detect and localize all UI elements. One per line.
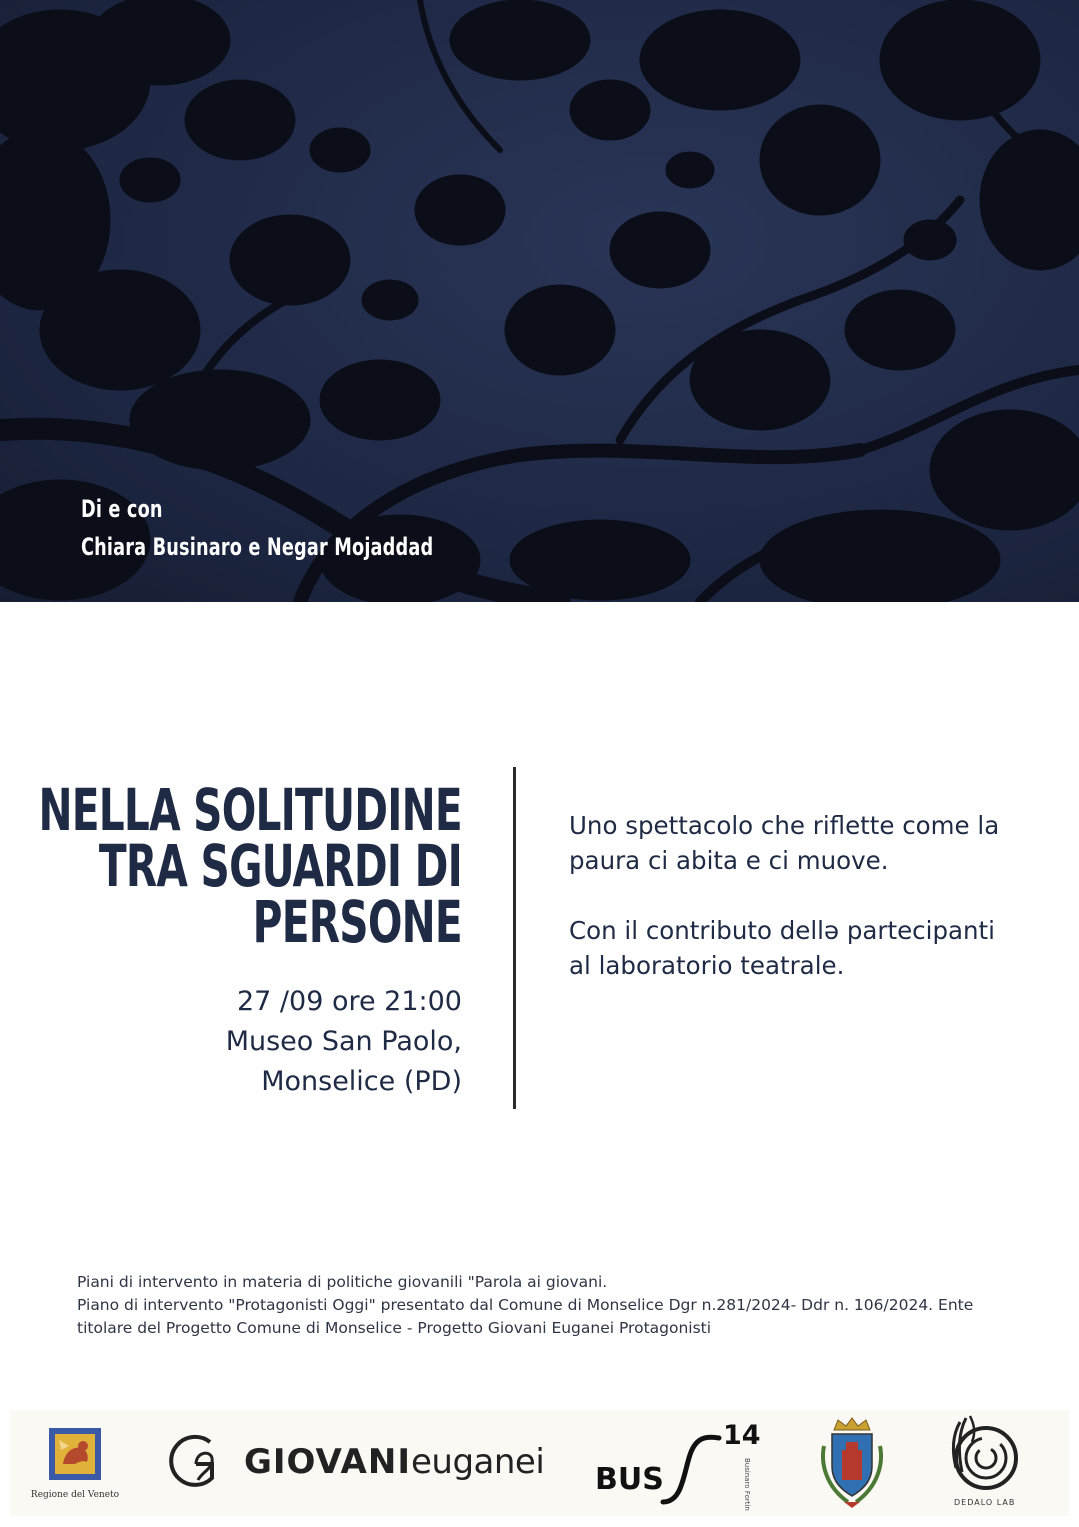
labyrinth-icon — [940, 1412, 1026, 1498]
giovani-euganei-wordmark — [244, 1442, 544, 1482]
credits-intro: Di e con — [81, 495, 163, 523]
giovani-euganei-logo — [162, 1428, 545, 1498]
regione-veneto-logo — [30, 1424, 120, 1506]
bus-word: BUS — [595, 1462, 664, 1497]
vertical-divider — [513, 767, 516, 1109]
sponsor-logo-bar — [10, 1410, 1069, 1516]
coat-of-arms-icon — [818, 1416, 886, 1510]
bus-number: 14 — [723, 1420, 761, 1451]
funding-line: Piani di intervento in materia di politiche giovanili "Parola ai giovani. — [77, 1273, 608, 1291]
event-city: Monselice (PD) — [261, 1066, 462, 1097]
credits-names: Chiara Businaro e Negar Mojaddad — [81, 533, 434, 561]
hero-photo — [0, 0, 1079, 602]
bus-subtitle: Businaro Fortin — [743, 1458, 751, 1511]
event-title-line: PERSONE — [252, 888, 462, 956]
event-title-line: TRA SGUARDI DI — [98, 832, 462, 900]
dedalo-lab-logo — [940, 1412, 1026, 1512]
dedalo-caption: DEDALO LAB — [954, 1498, 1016, 1507]
title-block — [0, 776, 462, 956]
funding-line: titolare del Progetto Comune di Monselice - Progetto Giovani Euganei Protagonisti — [77, 1319, 712, 1337]
credits — [81, 490, 433, 566]
euganei-word: euganei — [410, 1442, 545, 1482]
event-description — [569, 808, 1019, 1018]
monselice-coat-of-arms — [818, 1416, 886, 1510]
event-info — [226, 982, 462, 1102]
event-title — [38, 776, 462, 956]
event-title-line: NELLA SOLITUDINE — [38, 776, 462, 844]
funding-line: Piano di intervento "Protagonisti Oggi" presentato dal Comune di Monselice Dgr n.281/2024- Ddr n. 106/2024. Ente — [77, 1296, 974, 1314]
bus14-logo — [595, 1418, 775, 1511]
funding-notes — [77, 1271, 1017, 1340]
event-venue: Museo San Paolo, — [225, 1026, 462, 1057]
regione-caption: Regione del Veneto — [30, 1490, 120, 1500]
giovani-word: GIOVANI — [244, 1442, 411, 1482]
ge-monogram-icon — [162, 1428, 232, 1498]
description-paragraph: Con il contributo dellə partecipanti al laboratorio teatrale. — [569, 916, 995, 980]
description-paragraph: Uno spettacolo che riflette come la paura ci abita e ci muove. — [569, 811, 1000, 875]
event-datetime: 27 /09 ore 21:00 — [236, 986, 462, 1017]
lion-of-st-mark-icon — [45, 1424, 105, 1484]
